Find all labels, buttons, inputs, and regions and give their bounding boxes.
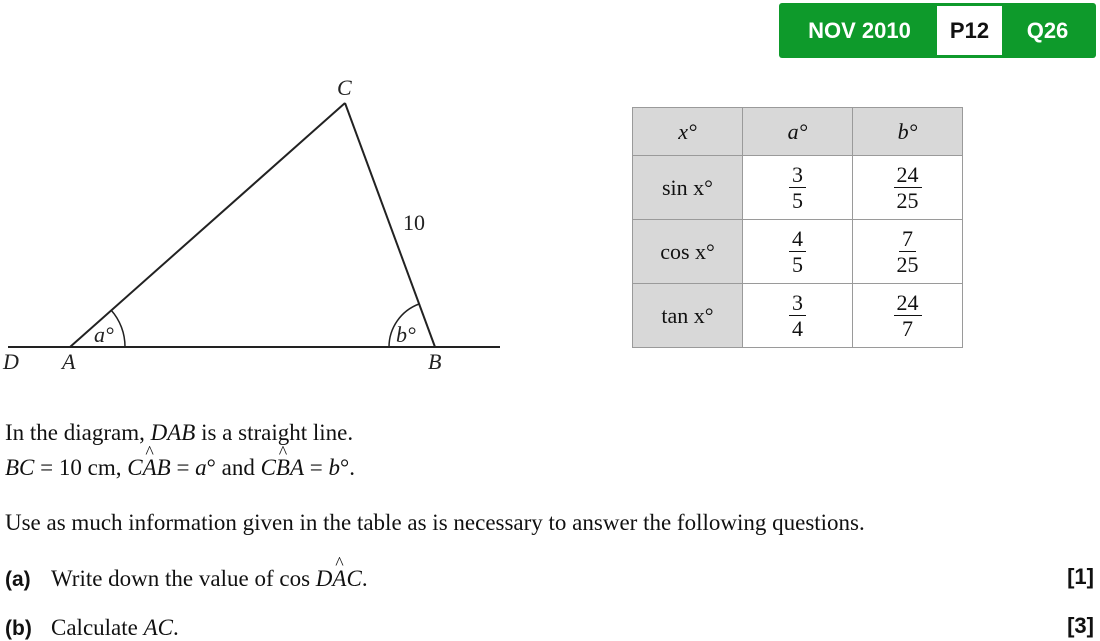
tan-b-value — [853, 284, 963, 348]
line-name: DAB — [150, 420, 196, 445]
header-a: a° — [743, 108, 853, 156]
question-reference-badge — [779, 3, 1096, 58]
angle-b-label: b° — [396, 322, 416, 347]
question-b-marks: [3] — [1067, 613, 1094, 638]
question-a — [5, 566, 368, 592]
point-c-label: C — [337, 75, 352, 100]
angle-vertex-hat: ^ B — [276, 455, 290, 481]
angle-a-label: a° — [94, 322, 114, 347]
row-label-sin: sin x° — [633, 156, 743, 220]
tan-a-value — [743, 284, 853, 348]
angle-vertex-hat: ^ A — [143, 455, 157, 481]
intro-text: ° and — [206, 455, 261, 480]
trig-values-table — [632, 107, 963, 348]
intro-text: = — [304, 455, 329, 480]
numerator: 3 — [789, 164, 806, 188]
question-label: Q26 — [1026, 17, 1069, 43]
denominator: 5 — [792, 187, 803, 213]
intro-text: = 10 cm, — [34, 455, 128, 480]
row-label-cos: cos x° — [633, 220, 743, 284]
question-a-text: . — [361, 566, 368, 591]
triangle-diagram — [0, 70, 520, 390]
angle-variable: b — [328, 455, 341, 480]
numerator: 24 — [894, 292, 922, 316]
denominator: 7 — [902, 315, 913, 341]
table-header-row — [633, 108, 963, 156]
sin-a-value — [743, 156, 853, 220]
side-name: BC — [5, 455, 35, 480]
header-x: x° — [633, 108, 743, 156]
question-a-marks: [1] — [1067, 564, 1094, 589]
denominator: 25 — [896, 251, 919, 277]
angle-vertex: C — [346, 566, 362, 591]
question-a-text: Write down the value of cos — [51, 566, 316, 591]
point-d-label: D — [3, 349, 19, 374]
intro-text: is a straight line. — [195, 420, 354, 445]
header-b: b° — [853, 108, 963, 156]
denominator: 5 — [792, 251, 803, 277]
numerator: 24 — [894, 164, 922, 188]
numerator: 3 — [789, 292, 806, 316]
table-row — [633, 220, 963, 284]
row-label-tan: tan x° — [633, 284, 743, 348]
angle-vertex-hat: ^ A — [332, 566, 346, 592]
side-name: AC — [143, 615, 173, 640]
point-b-label: B — [428, 349, 442, 374]
intro-line-1 — [5, 420, 353, 446]
angle-vertex: A — [289, 455, 305, 480]
question-b-label: (b) — [5, 617, 32, 640]
sin-b-value — [853, 156, 963, 220]
question-b-text: . — [173, 615, 179, 640]
denominator: 4 — [792, 315, 803, 341]
point-a-label: A — [62, 349, 76, 374]
question-b — [5, 615, 179, 641]
question-a-label: (a) — [5, 568, 31, 591]
denominator: 25 — [896, 187, 919, 213]
question-b-text: Calculate — [51, 615, 144, 640]
instruction-text: Use as much information given in the table as is necessary to answer the following questions. — [5, 510, 865, 535]
table-row — [633, 284, 963, 348]
intro-text: = — [170, 455, 196, 480]
intro-text: In the diagram, — [5, 420, 151, 445]
cos-b-value — [853, 220, 963, 284]
numerator: 4 — [789, 228, 806, 252]
angle-vertex: B — [156, 455, 171, 480]
table-row — [633, 156, 963, 220]
angle-variable: a — [195, 455, 207, 480]
numerator: 7 — [899, 228, 916, 252]
side-bc-length: 10 — [403, 210, 425, 235]
session-label: NOV 2010 — [808, 17, 911, 43]
angle-vertex: C — [127, 455, 143, 480]
intro-text: °. — [340, 455, 355, 480]
angle-vertex: C — [260, 455, 276, 480]
intro-line-2 — [5, 455, 355, 481]
paper-label: P12 — [937, 6, 1002, 55]
angle-vertex: D — [315, 566, 333, 591]
cos-a-value — [743, 220, 853, 284]
